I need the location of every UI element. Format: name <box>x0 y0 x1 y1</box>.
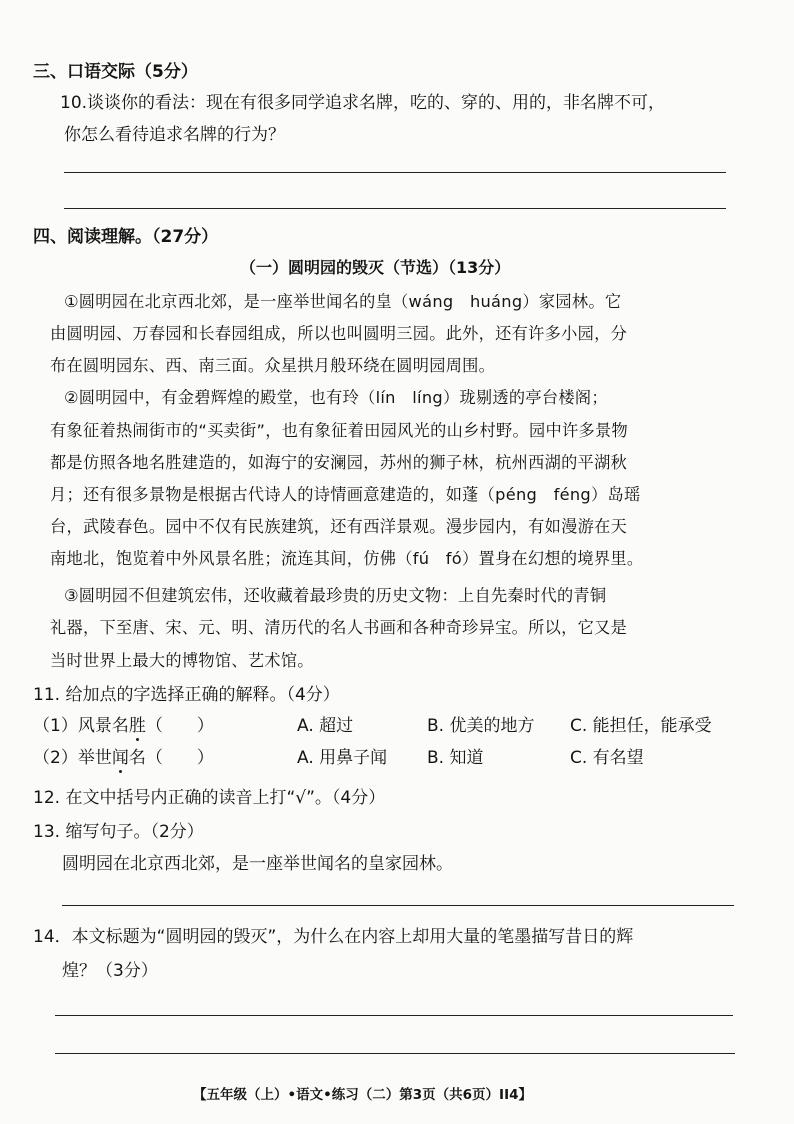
q10-line1: 10.谈谈你的看法：现在有很多同学追求名牌，吃的、穿的、用的，非名牌不可， <box>60 93 666 113</box>
q11-stem: 11. 给加点的字选择正确的解释。（4分） <box>33 685 340 705</box>
q13-sentence: 圆明园在北京西北郊，是一座举世闻名的皇家园林。 <box>62 854 453 874</box>
q11-item1-option-c: C. 能担任，能承受 <box>570 716 712 736</box>
passage-line: 月；还有很多景物是根据古代诗人的诗情画意建造的，如蓬（péng féng）岛瑶 <box>50 485 641 504</box>
q11-item2-prefix: （2）举世 <box>33 748 112 768</box>
page-footer: 【五年级（上）•语文•练习（二）第3页（共6页）II4】 <box>193 1087 532 1103</box>
passage-line: 由圆明园、万春园和长春园组成，所以也叫圆明三园。此外，还有许多小园，分 <box>50 324 628 343</box>
q14-answer-line-1[interactable] <box>55 1015 733 1016</box>
passage-line: 台，武陵春色。园中不仅有民族建筑，还有西洋景观。漫步园内，有如漫游在天 <box>50 517 628 536</box>
q11-item2-option-a: A. 用鼻子闻 <box>297 748 388 768</box>
q11-item1-option-b: B. 优美的地方 <box>427 716 535 736</box>
q10-answer-line-1[interactable] <box>64 172 726 173</box>
q14-line2: 煌？（3分） <box>62 961 158 981</box>
passage-line: 礼器，下至唐、宋、元、明、清历代的名人书画和各种奇珍异宝。所以，它又是 <box>50 618 628 637</box>
q11-item2-option-b: B. 知道 <box>427 748 484 768</box>
q11-item1-option-a: A. 超过 <box>297 716 354 736</box>
q13-stem: 13. 缩写句子。（2分） <box>33 822 204 842</box>
section4-heading: 四、阅读理解。（27分） <box>33 227 219 247</box>
q10-answer-line-2[interactable] <box>64 208 726 209</box>
passage-line: 南地北，饱览着中外风景名胜；流连其间，仿佛（fú fó）置身在幻想的境界里。 <box>50 549 644 568</box>
q12-stem: 12. 在文中括号内正确的读音上打“√”。（4分） <box>33 788 386 808</box>
q11-item2-option-c: C. 有名望 <box>570 748 644 768</box>
q14-line1: 14．本文标题为“圆明园的毁灭”，为什么在内容上却用大量的笔墨描写昔日的辉 <box>33 927 634 947</box>
q11-item1-answer-paren[interactable]: （ ） <box>145 716 214 736</box>
section3-heading: 三、口语交际（5分） <box>33 62 198 82</box>
passage-line: 有象征着热闹街市的“买卖街”，也有象征着田园风光的山乡村野。园中许多景物 <box>50 421 628 440</box>
passage-line: ①圆明园在北京西北郊，是一座举世闻名的皇（wáng huáng）家园林。它 <box>64 292 622 311</box>
q11-item2-answer-paren[interactable]: （ ） <box>145 748 214 768</box>
passage-title: （一）圆明园的毁灭（节选）（13分） <box>240 258 511 277</box>
q11-item2-suffix: 名 <box>128 748 146 768</box>
q11-item2-dotted-char: 闻 <box>111 748 129 768</box>
passage-line: 当时世界上最大的博物馆、艺术馆。 <box>50 651 314 670</box>
passage-line: 都是仿照各地名胜建造的，如海宁的安澜园，苏州的狮子林，杭州西湖的平湖秋 <box>50 453 628 472</box>
q14-answer-line-2[interactable] <box>55 1053 735 1054</box>
passage-line: ③圆明园不但建筑宏伟，还收藏着最珍贵的历史文物：上自先秦时代的青铜 <box>64 586 607 605</box>
q10-line2: 你怎么看待追求名牌的行为？ <box>64 125 285 145</box>
passage-line: 布在圆明园东、西、南三面。众星拱月般环绕在圆明园周围。 <box>50 356 496 375</box>
q13-answer-line[interactable] <box>62 905 734 906</box>
q11-item1-dotted-char: 胜 <box>128 716 146 736</box>
q11-item1-prefix: （1）风景名 <box>33 716 129 736</box>
passage-line: ②圆明园中，有金碧辉煌的殿堂，也有玲（lín líng）珑剔透的亭台楼阁； <box>64 388 608 407</box>
